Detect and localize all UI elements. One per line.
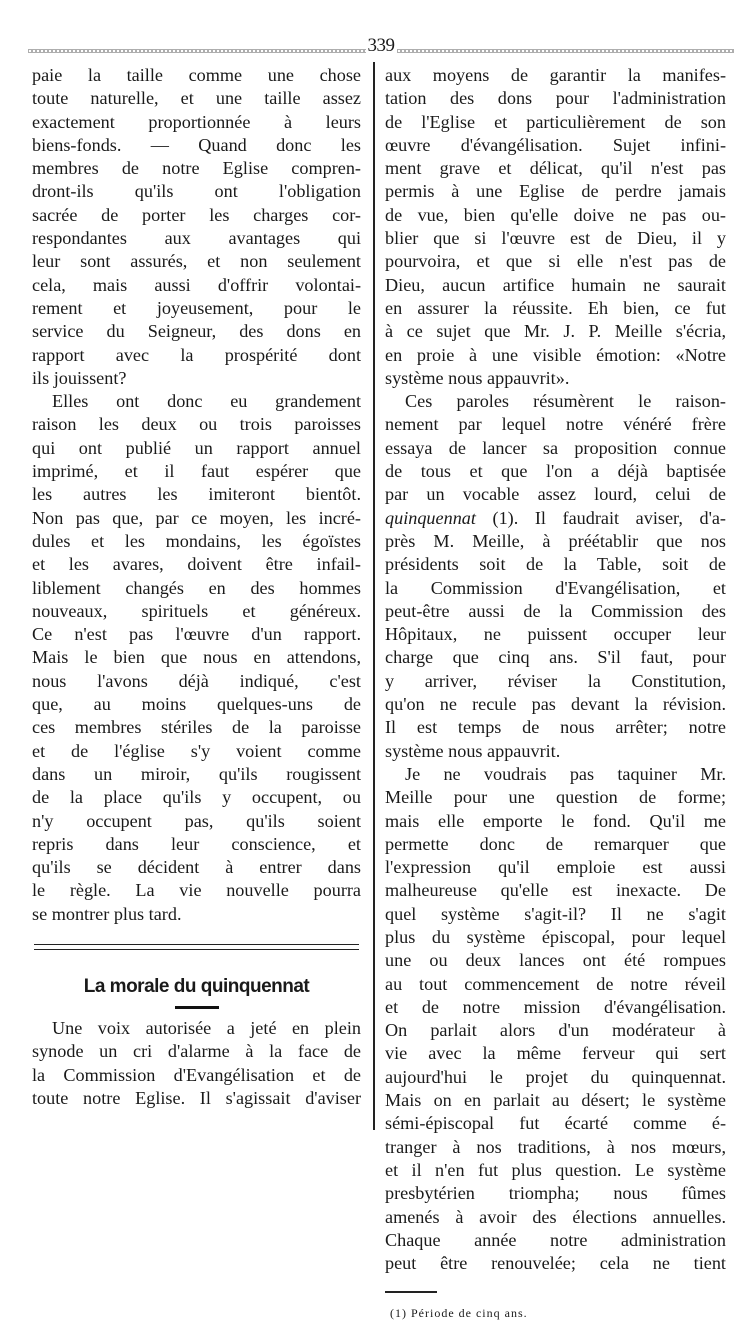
- wavy-rule-left: [28, 47, 366, 53]
- text-line: système nous appauvrit.: [385, 740, 561, 761]
- text-line: en proie à une visible émotion: «Notre: [385, 344, 726, 365]
- text-line: membres de notre Eglise compren-: [32, 158, 361, 179]
- text-line: Une voix autorisée a jeté en plein: [52, 1017, 361, 1038]
- text-line: Je ne voudrais pas taquiner Mr.: [405, 763, 726, 784]
- text-line: imprimé, et il faut espérer que: [32, 461, 361, 482]
- text-line: synode un cri d'alarme à la face de: [32, 1041, 361, 1062]
- text-line: rement et joyeusement, pour le: [32, 297, 361, 318]
- left-column: [32, 64, 361, 1110]
- text-line: permis à une Eglise de perdre jamais: [385, 181, 726, 202]
- text-line: vie avec la même ferveur qui sert: [385, 1043, 726, 1064]
- text-line: en assurer la réussite. Eh bien, ce fut: [385, 297, 726, 318]
- column-divider: [373, 62, 375, 1130]
- text-line: les autres les imiteront bientôt.: [32, 484, 361, 505]
- text-line: exactement proportionnée à leurs: [32, 111, 361, 132]
- text-line: le règle. La vie nouvelle pourra: [32, 880, 361, 901]
- text-line: et de notre mission d'évangélisation.: [385, 996, 726, 1017]
- right-column: [385, 64, 726, 1321]
- text-line: à ce sujet que Mr. J. P. Meille s'écria,: [385, 321, 726, 342]
- text-line: malheureuse qu'elle est inexacte. De: [385, 880, 726, 901]
- text-line: toute naturelle, et une taille assez: [32, 88, 361, 109]
- text-line: pourvoira, et que si elle n'est pas de: [385, 251, 726, 272]
- text-line: biens-fonds. — Quand donc les: [32, 134, 361, 155]
- text-line: Dieu, aucun artifice humain ne saurait: [385, 274, 726, 295]
- right-column-text: [385, 64, 726, 1275]
- text-line: service du Seigneur, des dons en: [32, 321, 361, 342]
- text-line: Mais le bien que nous en attendons,: [32, 647, 361, 668]
- text-line: essaya de lancer sa proposition connue: [385, 437, 726, 458]
- footnote-rule: [385, 1291, 437, 1293]
- text-line: charge que cinq ans. S'il faut, pour: [385, 647, 726, 668]
- text-line: qu'ils se décident à entrer dans: [32, 857, 361, 878]
- text-line: liblement changés en des hommes: [32, 577, 361, 598]
- text-line: par un vocable assez lourd, celui de: [385, 484, 726, 505]
- text-line: Chaque année notre administration: [385, 1229, 726, 1250]
- text-line: de vue, bien qu'elle doive ne pas ou-: [385, 204, 726, 225]
- text-line: qu'on ne recule pas devant la révision.: [385, 694, 726, 715]
- left-column-text: [32, 64, 361, 926]
- text-line: aux moyens de garantir la manifes-: [385, 65, 726, 85]
- text-line: Meille pour une question de forme;: [385, 787, 726, 808]
- page-number: 339: [367, 35, 395, 56]
- text-line: Non pas que, par ce moyen, les incré-: [32, 507, 361, 528]
- text-line: blier que si l'œuvre est de Dieu, il y: [385, 228, 726, 249]
- text-line: Il est temps de nous arrêter; notre: [385, 717, 726, 738]
- text-line: la Commission d'Evangélisation et de: [32, 1064, 361, 1085]
- text-line: se montrer plus tard.: [32, 903, 182, 924]
- text-line: y arriver, réviser la Constitution,: [385, 670, 726, 691]
- text-line: que, au moins quelques-uns de: [32, 694, 361, 715]
- text-line-rest: (1). Il faudrait aviser, d'a-: [492, 507, 726, 528]
- text-line: ces membres stériles de la paroisse: [32, 717, 361, 738]
- text-line: On parlait alors d'un modérateur à: [385, 1020, 726, 1041]
- text-line: peut-être aussi de la Commission des: [385, 600, 726, 621]
- text-line: et de l'église s'y voient comme: [32, 740, 361, 761]
- text-line: œuvre d'évangélisation. Sujet infini-: [385, 134, 726, 155]
- section-separator-rule: [34, 944, 359, 950]
- text-line: ils jouissent?: [32, 367, 127, 388]
- text-line: raison les deux ou trois paroisses: [32, 414, 361, 435]
- text-line: tranger à nos traditions, à nos mœurs,: [385, 1136, 726, 1157]
- text-line: la Commission d'Evangélisation, et: [385, 577, 726, 598]
- text-line: presbytérien triompha; nous fûmes: [385, 1183, 726, 1204]
- wavy-rule-right: [397, 47, 735, 53]
- text-line: ment grave et délicat, qu'il n'est pas: [385, 158, 726, 179]
- text-line: dans un miroir, qu'ils rougissent: [32, 763, 361, 784]
- text-line: Ces paroles résumèrent le raison-: [405, 391, 726, 412]
- italic-term: quinquennat: [385, 507, 493, 528]
- text-line: leur sont assurés, et non seulement: [32, 251, 361, 272]
- text-line: de tous et que l'on a déjà baptisée: [385, 461, 726, 482]
- text-line: paie la taille comme une chose: [32, 65, 361, 85]
- text-line: plus du système épiscopal, pour lequel: [385, 926, 726, 947]
- text-line: qui ont publié un rapport annuel: [32, 437, 361, 458]
- page-header: [28, 35, 734, 60]
- text-line: permette donc de remarquer que: [385, 833, 726, 854]
- text-line: peut être renouvelée; cela ne tient: [385, 1253, 726, 1274]
- section-body: [32, 1017, 361, 1110]
- text-line: et il n'en fut plus question. Le système: [385, 1159, 726, 1180]
- text-line: amenés à avoir des élections annuelles.: [385, 1206, 726, 1227]
- text-line: une ou deux lances ont été rompues: [385, 950, 726, 971]
- text-line: Ce n'est pas l'œuvre d'un rapport.: [32, 624, 361, 645]
- text-line: rapport avec la prospérité dont: [32, 344, 361, 365]
- text-line: Mais on en parlait au désert; le système: [385, 1090, 726, 1111]
- text-line: sacrée de porter les charges cor-: [32, 204, 361, 225]
- text-line: système nous appauvrit».: [385, 367, 570, 388]
- text-line: Hôpitaux, ne puissent occuper leur: [385, 624, 726, 645]
- text-line: nous l'avons déjà indiqué, c'est: [32, 670, 361, 691]
- text-line: nement par lequel notre vénéré frère: [385, 414, 726, 435]
- section-title: La morale du quinquennat: [83, 975, 310, 997]
- title-underline: [175, 1006, 219, 1009]
- text-line: dules et les mondains, les égoïstes: [32, 530, 361, 551]
- text-line: l'expression qu'il emploie est aussi: [385, 857, 726, 878]
- text-line: tation des dons pour l'administration: [385, 88, 726, 109]
- text-line: n'y occupent pas, qu'ils soient: [32, 810, 361, 831]
- text-line: [385, 507, 726, 530]
- text-line: aujourd'hui le projet du quinquennat.: [385, 1066, 726, 1087]
- text-line: toute notre Eglise. Il s'agissait d'aviser: [32, 1087, 361, 1108]
- text-line: repris dans leur conscience, et: [32, 833, 361, 854]
- text-line: de l'Eglise et particulièrement de son: [385, 111, 726, 132]
- text-line: nouveaux, spirituels et généreux.: [32, 600, 361, 621]
- text-line: dront-ils qu'ils ont l'obligation: [32, 181, 361, 202]
- text-line: près M. Meille, à préétablir que nos: [385, 530, 726, 551]
- text-line: et les avares, doivent être infail-: [32, 554, 361, 575]
- text-line: cela, mais aussi d'offrir volontai-: [32, 274, 361, 295]
- text-line: au tout commencement de notre réveil: [385, 973, 726, 994]
- text-line: de la place qu'ils y occupent, ou: [32, 787, 361, 808]
- footnote: (1) Période de cinq ans.: [390, 1305, 528, 1320]
- text-line: Elles ont donc eu grandement: [52, 391, 361, 412]
- text-line: quel système s'agit-il? Il ne s'agit: [385, 903, 726, 924]
- text-line: mais elle emporte le fond. Qu'il me: [385, 810, 726, 831]
- text-line: respondantes aux avantages qui: [32, 228, 361, 249]
- text-line: sémi-épiscopal fut écarté comme é-: [385, 1113, 726, 1134]
- text-line: présidents soit de la Table, soit de: [385, 554, 726, 575]
